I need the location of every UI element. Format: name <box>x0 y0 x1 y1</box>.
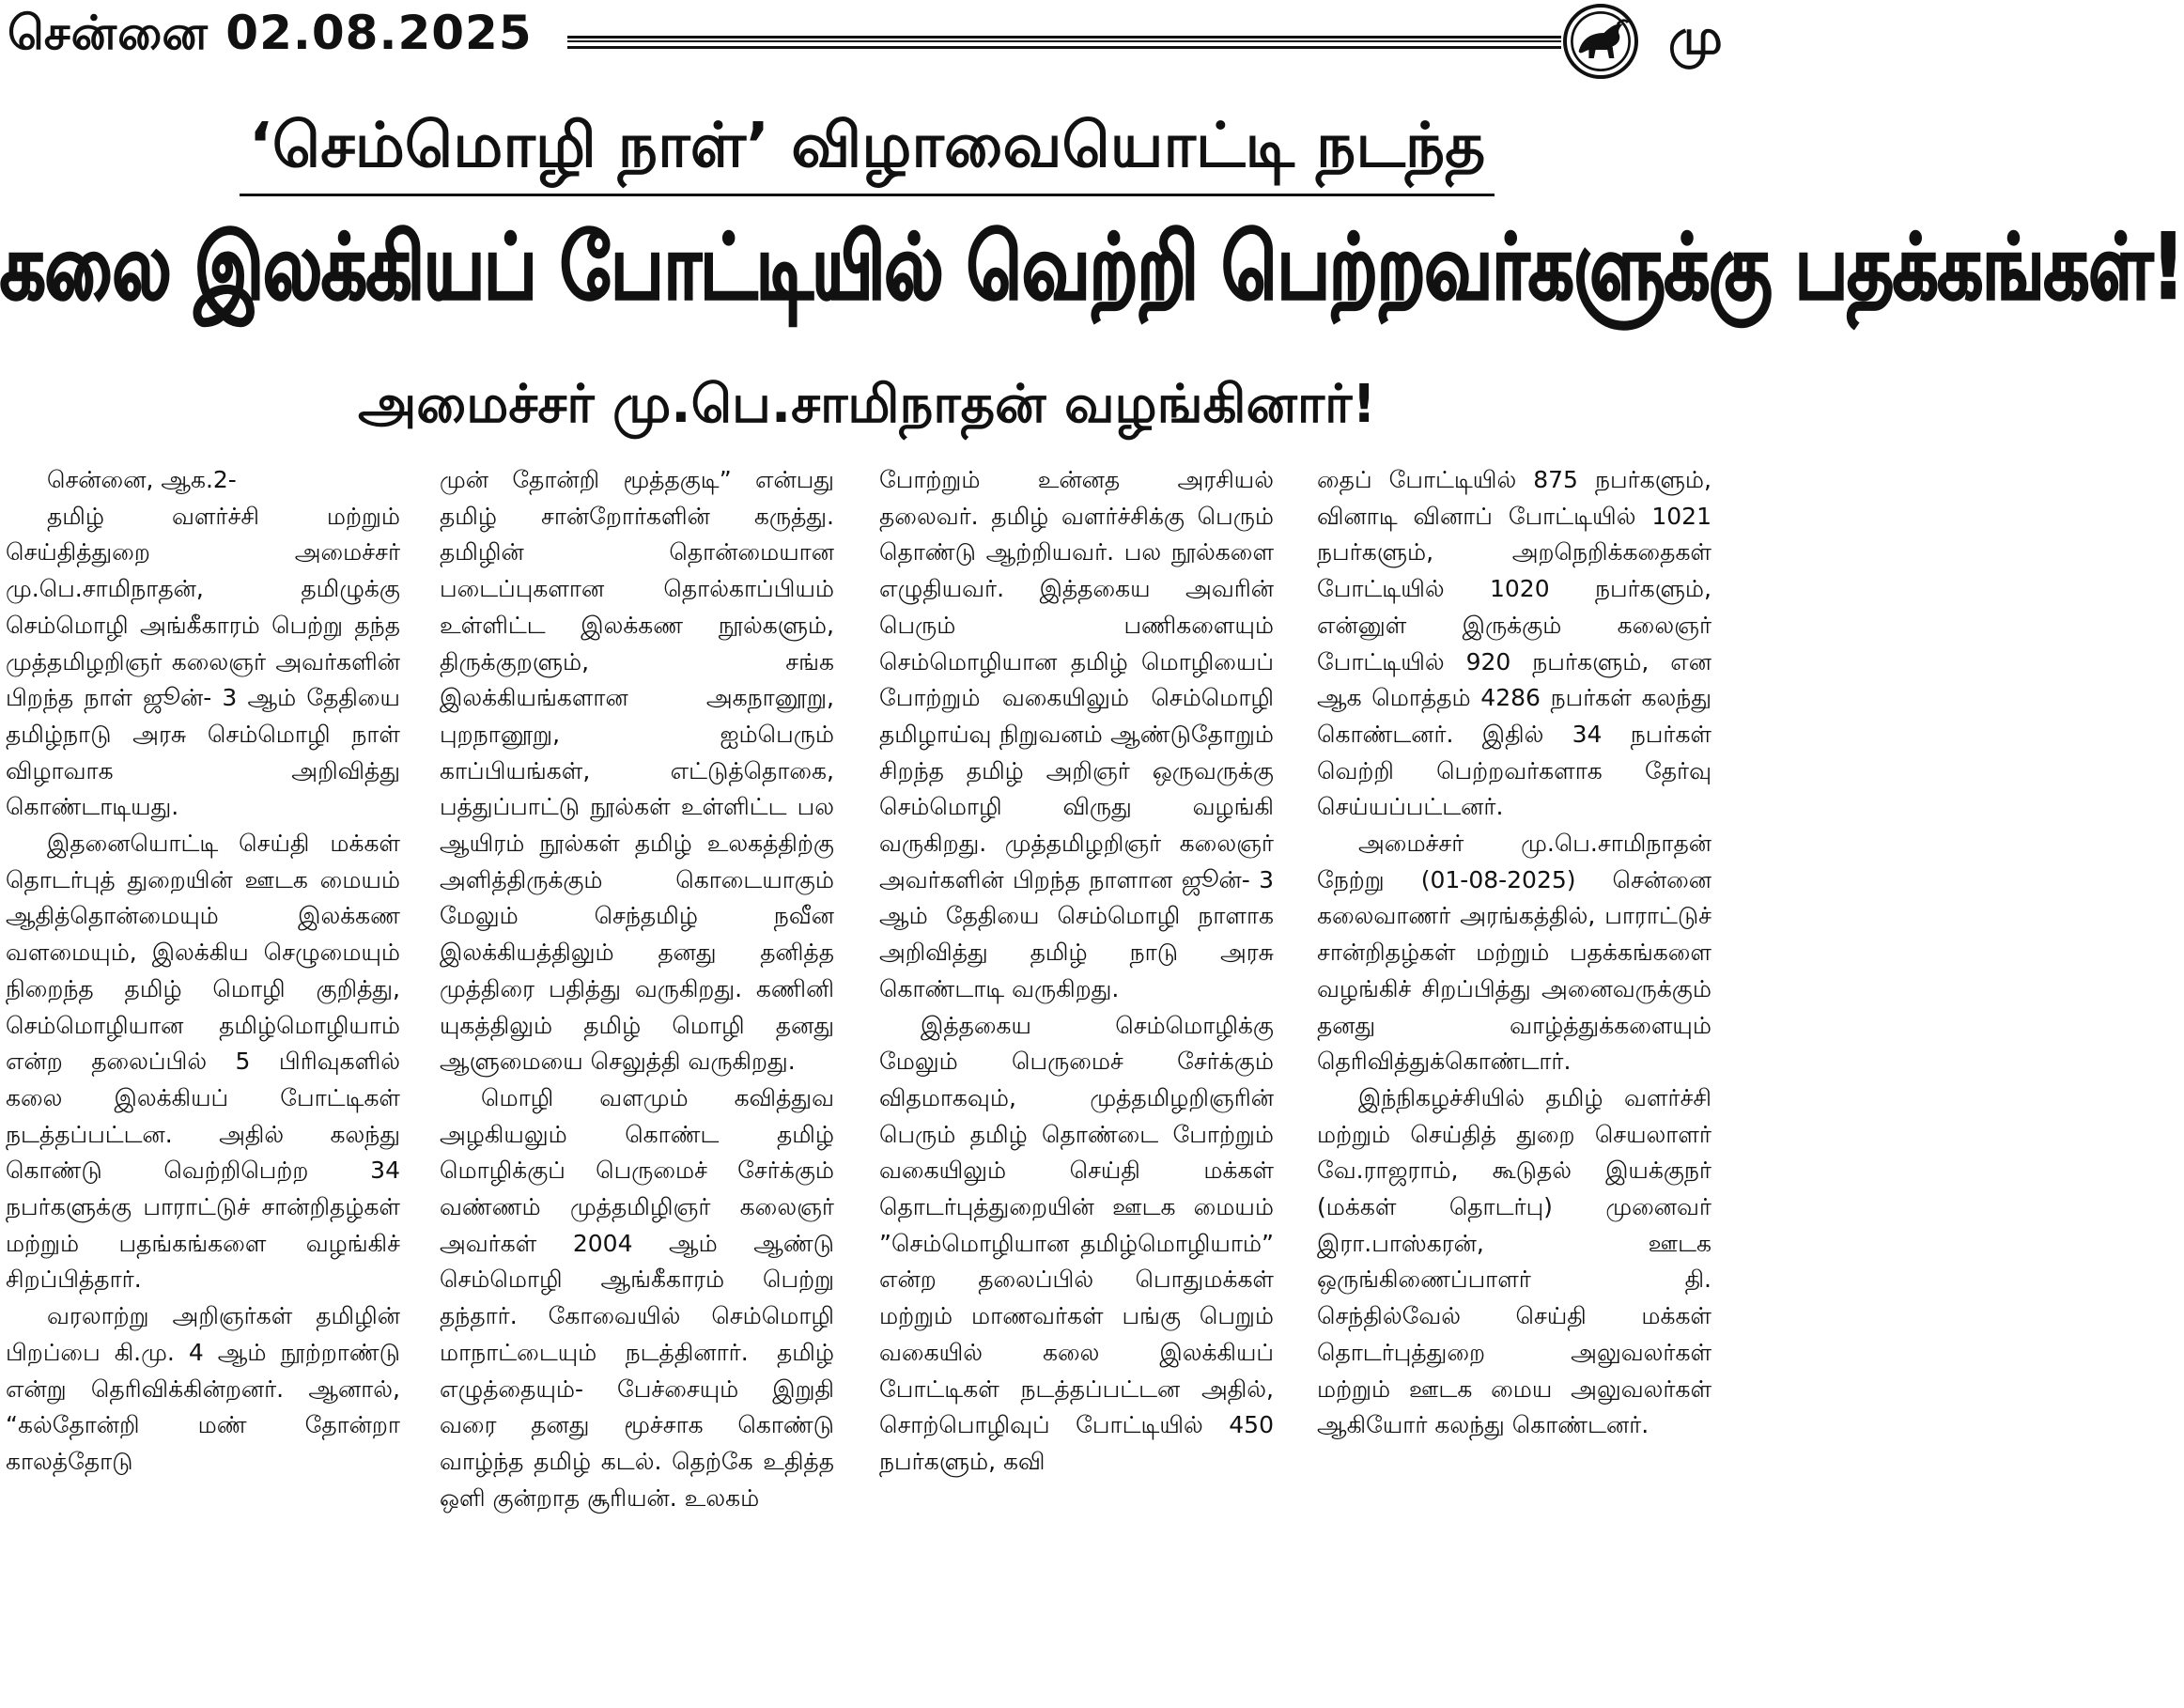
article-column-4 <box>1317 462 1712 1704</box>
article-kicker <box>0 109 1734 196</box>
article-body <box>6 462 1730 1704</box>
paragraph: இதனையொட்டி செய்தி மக்கள் தொடர்புத் துறையின் ஊடக மையம் ஆதித்தொன்மையும் இலக்கண வளமையும், இலக்கிய செழுமையும் நிறைந்த தமிழ் மொழி குறித்து, செம்மொழியான தமிழ்மொழியாம் என்ற தலைப்பில் 5 பிரிவுகளில் கலை இலக்கியப் போட்டிகள் நடத்தப்பட்டன. அதில் கலந்து கொண்டு வெற்றிபெற்ற 34 நபர்களுக்கு பாராட்டுச் சான்றிதழ்கள் மற்றும் பதங்கங்களை வழங்கிச் சிறப்பித்தார். <box>6 830 400 1294</box>
paragraph: இத்தகைய செம்மொழிக்கு மேலும் பெருமைச் சேர்க்கும் விதமாகவும், முத்தமிழறிஞரின் பெரும் தமிழ் தொண்டை போற்றும் வகையிலும் செய்தி மக்கள் தொடர்புத்துறையின் ஊடக மையம் ”செம்மொழியான தமிழ்மொழியாம்” என்ற தலைப்பில் பொதுமக்கள் மற்றும் மாணவர்கள் பங்கு பெறும் வகையில் கலை இலக்கியப் போட்டிகள் நடத்தப்பட்டன அதில், சொற்பொழிவுப் போட்டியில் 450 நபர்களும், கவி <box>879 1011 1274 1475</box>
paragraph: போற்றும் உன்னத அரசியல் தலைவர். தமிழ் வளர்ச்சிக்கு பெரும் தொண்டு ஆற்றியவர். பல நூல்களை எழுதியவர். இத்தகைய அவரின் பெரும் பணிகளையும் செம்மொழியான தமிழ் மொழியைப் போற்றும் வகையிலும் செம்மொழி தமிழாய்வு நிறுவனம் ஆண்டுதோறும் சிறந்த தமிழ் அறிஞர் ஒருவருக்கு செம்மொழி விருது வழங்கி வருகிறது. முத்தமிழறிஞர் கலைஞர் அவர்களின் பிறந்த நாளான ஜூன்- 3 ஆம் தேதியை செம்மொழி நாளாக அறிவித்து தமிழ் நாடு அரசு கொண்டாடி வருகிறது. <box>879 466 1274 1002</box>
paragraph: முன் தோன்றி மூத்தகுடி” என்பது தமிழ் சான்றோர்களின் கருத்து. தமிழின் தொன்மையான படைப்புகளான தொல்காப்பியம் உள்ளிட்ட இலக்கண நூல்களும், திருக்குறளும், சங்க இலக்கியங்களான அகநானூறு, புறநானூறு, ஐம்பெரும் காப்பியங்கள், எட்டுத்தொகை, பத்துப்பாட்டு நூல்கள் உள்ளிட்ட பல ஆயிரம் நூல்கள் தமிழ் உலகத்திற்கு அளித்திருக்கும் கொடையாகும் மேலும் செந்தமிழ் நவீன இலக்கியத்திலும் தனது தனித்த முத்திரை பதித்து வருகிறது. கணினி யுகத்திலும் தமிழ் மொழி தனது ஆளுமையை செலுத்தி வருகிறது. <box>440 466 834 1076</box>
article-subhead: அமைச்சர் மு.பெ.சாமிநாதன் வழங்கினார்! <box>358 374 1376 435</box>
paragraph: தைப் போட்டியில் 875 நபர்களும், வினாடி வினாப் போட்டியில் 1021 நபர்களும், அறநெறிக்கதைகள் போட்டியில் 1020 நபர்களும், என்னுள் இருக்கும் கலைஞர் போட்டியில் 920 நபர்களும், என ஆக மொத்தம் 4286 நபர்கள் கலந்து கொண்டனர். இதில் 34 நபர்கள் வெற்றி பெற்றவர்களாக தேர்வு செய்யப்பட்டனர். <box>1317 466 1712 821</box>
article-column-1 <box>6 462 400 1704</box>
masthead <box>0 0 1734 85</box>
kicker-text: ‘செம்மொழி நாள்’ விழாவையொட்டி நடந்த <box>240 109 1495 196</box>
masthead-dateline: சென்னை 02.08.2025 <box>8 6 533 60</box>
masthead-rule <box>567 36 1561 49</box>
paragraph: சென்னை, ஆக.2- <box>47 466 237 493</box>
paragraph: வரலாற்று அறிஞர்கள் தமிழின் பிறப்பை கி.மு. 4 ஆம் நூற்றாண்டு என்று தெரிவிக்கின்றனர். ஆனால், “கல்தோன்றி மண் தோன்றா காலத்தோடு <box>6 1302 400 1475</box>
article-column-3 <box>879 462 1274 1704</box>
masthead-brand: மு <box>1668 9 1723 66</box>
bull-emblem-icon <box>1563 4 1638 79</box>
article-headline: கலை இலக்கியப் போட்டியில் வெற்றி பெற்றவர்களுக்கு பதக்கங்கள்! <box>0 214 2184 319</box>
paragraph: மொழி வளமும் கவித்துவ அழகியலும் கொண்ட தமிழ் மொழிக்குப் பெருமைச் சேர்க்கும் வண்ணம் முத்தமிழிஞர் கலைஞர் அவர்கள் 2004 ஆம் ஆண்டு செம்மொழி ஆங்கீகாரம் பெற்று தந்தார். கோவையில் செம்மொழி மாநாட்டையும் நடத்தினார். தமிழ் எழுத்தையும்- பேச்சையும் இறுதி வரை தனது மூச்சாக கொண்டு வாழ்ந்த தமிழ் கடல். தெற்கே உதித்த ஒளி குன்றாத சூரியன். உலகம் <box>440 1083 834 1512</box>
article-column-2 <box>440 462 834 1704</box>
paragraph: தமிழ் வளர்ச்சி மற்றும் செய்தித்துறை அமைச்சர் மு.பெ.சாமிநாதன், தமிழுக்கு செம்மொழி அங்கீகாரம் பெற்று தந்த முத்தமிழறிஞர் கலைஞர் அவர்களின் பிறந்த நாள் ஜூன்- 3 ஆம் தேதியை தமிழ்நாடு அரசு செம்மொழி நாள் விழாவாக அறிவித்து கொண்டாடியது. <box>6 502 400 821</box>
paragraph: இந்நிகழச்சியில் தமிழ் வளர்ச்சி மற்றும் செய்தித் துறை செயலாளர் வே.ராஜராம், கூடுதல் இயக்குநர் (மக்கள் தொடர்பு) முனைவர் இரா.பாஸ்கரன், ஊடக ஒருங்கிணைப்பாளர் தி. செந்தில்வேல் செய்தி மக்கள் தொடர்புத்துறை அலுவலர்கள் மற்றும் ஊடக மைய அலுவலர்கள் ஆகியோர் கலந்து கொண்டனர். <box>1317 1083 1712 1439</box>
paragraph: அமைச்சர் மு.பெ.சாமிநாதன் நேற்று (01-08-2025) சென்னை கலைவாணர் அரங்கத்தில், பாராட்டுச் சான்றிதழ்கள் மற்றும் பதக்கங்களை வழங்கிச் சிறப்பித்து அனைவருக்கும் தனது வாழ்த்துக்களையும் தெரிவித்துக்கொண்டார். <box>1317 830 1712 1076</box>
